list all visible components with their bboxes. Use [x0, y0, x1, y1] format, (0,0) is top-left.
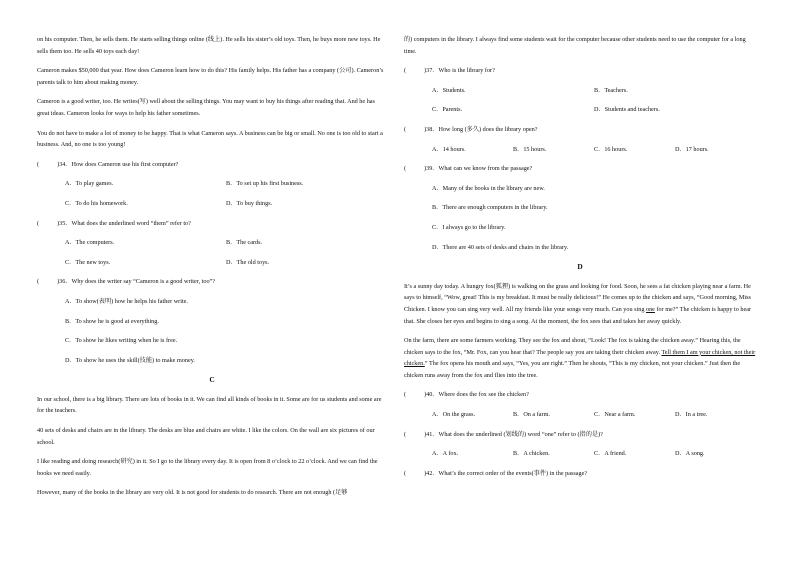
question-text: )34．How does Cameron use his first computer? [57, 160, 179, 168]
section-heading-c: C [209, 375, 215, 385]
question-36 [37, 276, 387, 288]
option: A．On the grass. [432, 411, 476, 419]
option: B．Teachers. [594, 86, 628, 94]
option: C．I always go to the library. [432, 223, 506, 231]
answer-paren: ( [404, 430, 407, 438]
question-39 [404, 163, 756, 175]
option: B．15 hours. [513, 145, 547, 153]
option: A．14 hours. [432, 145, 466, 153]
options-35 [37, 237, 387, 268]
paragraph: In our school, there is a big library. There are lots of books in it. We can find all kinds of books in it. Some are for us students and some are for the teachers. [37, 395, 382, 415]
option: A．The computers. [65, 239, 115, 247]
question-42 [404, 468, 756, 480]
option: C．To show he likes writing when he is free. [65, 337, 178, 345]
option: C．The new toys. [65, 258, 111, 266]
paragraph: on his computer. Then, he sells them. He starts selling things online (线上). He sells his sister’s old toys. Then, he buys more new toys. He sells them too. He sells 40 toys each day! [37, 36, 381, 55]
paragraph: You do not have to make a lot of money to be happy. That is what Cameron says. A business can be big or small. No one is too old to start a business. And, no one is too young! [37, 129, 383, 149]
option: D．Students and teachers. [594, 106, 660, 114]
answer-paren: ( [404, 391, 407, 399]
option: B．On a farm. [513, 411, 550, 419]
paragraph [404, 335, 756, 381]
option: C．Parents. [432, 106, 463, 114]
question-text: )42．What’s the correct order of the events(事件) in the passage? [424, 469, 588, 477]
option: D．There are 40 sets of desks and chairs in the library. [432, 243, 569, 251]
answer-paren: ( [404, 67, 407, 75]
question-text: )41．What does the underlined (划线的) word “one” refer to (指的是)? [424, 430, 603, 438]
options-34 [37, 178, 387, 209]
underlined-sentence: Tell them I am your chicken, not their chicken. [404, 348, 756, 368]
options-39 [404, 183, 756, 253]
option: D．To show he uses the skill(技能) to make money. [65, 356, 195, 364]
option: A．To show(表明) how he helps his father write. [65, 297, 188, 305]
paragraph: However, many of the books in the library are very old. It is not good for students to do research. There are not enough (足够 [37, 489, 348, 497]
option: A．To play games. [65, 180, 114, 188]
paragraph: 40 sets of desks and chairs are in the library. The desks are blue and chairs are white. I like the colors. On the wall are six pictures of our school. [37, 427, 375, 446]
paragraph: 的) computers in the library. I always find some students wait for the computer because other students need to use the computer for a long time. [404, 36, 746, 55]
question-34 [37, 159, 387, 171]
question-text: )40．Where does the fox see the chicken? [424, 391, 529, 399]
option: A．A fox. [432, 450, 459, 458]
question-35 [37, 218, 387, 230]
option: D．17 hours. [675, 145, 709, 153]
question-41 [404, 429, 756, 441]
question-37 [404, 65, 756, 77]
options-38 [404, 144, 756, 156]
option: C．A friend. [594, 450, 627, 458]
question-text: )37．Who is the library for? [424, 67, 495, 75]
option: B．To show he is good at everything. [65, 317, 159, 325]
left-column [37, 34, 387, 507]
underlined-word: one [645, 305, 655, 313]
answer-paren: ( [37, 219, 40, 227]
options-40 [404, 409, 756, 421]
answer-paren: ( [404, 125, 407, 133]
option: B．To set up his first business. [226, 180, 304, 188]
option: C．16 hours. [594, 145, 628, 153]
question-text: )39．What can we know from the passage? [424, 165, 533, 173]
text: It’s a sunny day today. A hungry fox(狐狸) is walking on the grass and looking for food. Soon, he sees a fat chicken playing near a farm. He says to himself, “Wow, great! This is my breakfast. It must be really delicious!” He comes up to the chicken and says, “Good morning, Miss Chicken. I know you can sing very well. All my friends like your songs very much. Can you sing [404, 282, 751, 313]
option: C．To do his homework. [65, 199, 128, 207]
paragraph [404, 281, 756, 327]
question-text: )35．What does the underlined word “them” refer to? [57, 219, 191, 227]
section-heading-d: D [577, 262, 583, 272]
text: for me?” The chicken is happy to hear that. She closes her eyes and begins to sing a song. At the moment, the fox sees that and takes her away quickly. [404, 305, 752, 325]
question-40 [404, 389, 756, 401]
option: B．A chicken. [513, 450, 550, 458]
paragraph: Cameron is a good writer, too. He writes(写) well about the selling things. You may want to buy his things after reading that. And he has great ideas. Cameron looks for ways to help his father sometimes. [37, 98, 375, 117]
option: B．There are enough computers in the library. [432, 204, 548, 212]
option: D．To buy things. [226, 199, 273, 207]
text: On the farm, there are some farmers working. They see the fox and shout, “Look! The fox is taking the chicken away.” Hearing this, the chicken says to the fox, “Mr. Fox, can you hear that? The people say you are taking their chicken away. [404, 337, 741, 356]
answer-paren: ( [37, 160, 40, 168]
paragraph: Cameron makes $50,000 that year. How does Cameron learn how to do this? His family helps. His father has a company (公司). Cameron’s parents talk to him about making money. [37, 67, 384, 86]
option: A．Many of the books in the library are new. [432, 184, 545, 192]
options-41 [404, 448, 756, 460]
option: B．The cards. [226, 239, 263, 247]
question-38 [404, 124, 756, 136]
option: A．Students. [432, 86, 466, 94]
option: D．In a tree. [675, 411, 708, 419]
paragraph: I like reading and doing research(研究) in it. So I go to the library every day. It is open from 8 o’clock to 22 o’clock. And we can find the books we need easily. [37, 458, 378, 477]
answer-paren: ( [37, 278, 40, 286]
question-text: )38．How long (多久) does the library open? [424, 125, 538, 133]
question-text: )36．Why does the writer say “Cameron is a good writer, too”? [57, 278, 216, 286]
options-37 [404, 85, 756, 116]
answer-paren: ( [404, 165, 407, 173]
option: C．Near a farm. [594, 411, 636, 419]
text: ” The fox opens his mouth and says, “Yes, you are right.” Then he shouts, “This is my chicken, not your chicken.” Just then the chicken runs away from the fox and flies into the tree. [404, 360, 741, 379]
answer-paren: ( [404, 469, 407, 477]
option: D．A song. [675, 450, 705, 458]
right-column [404, 34, 756, 487]
option: D．The old toys. [226, 258, 270, 266]
options-36 [37, 296, 387, 366]
